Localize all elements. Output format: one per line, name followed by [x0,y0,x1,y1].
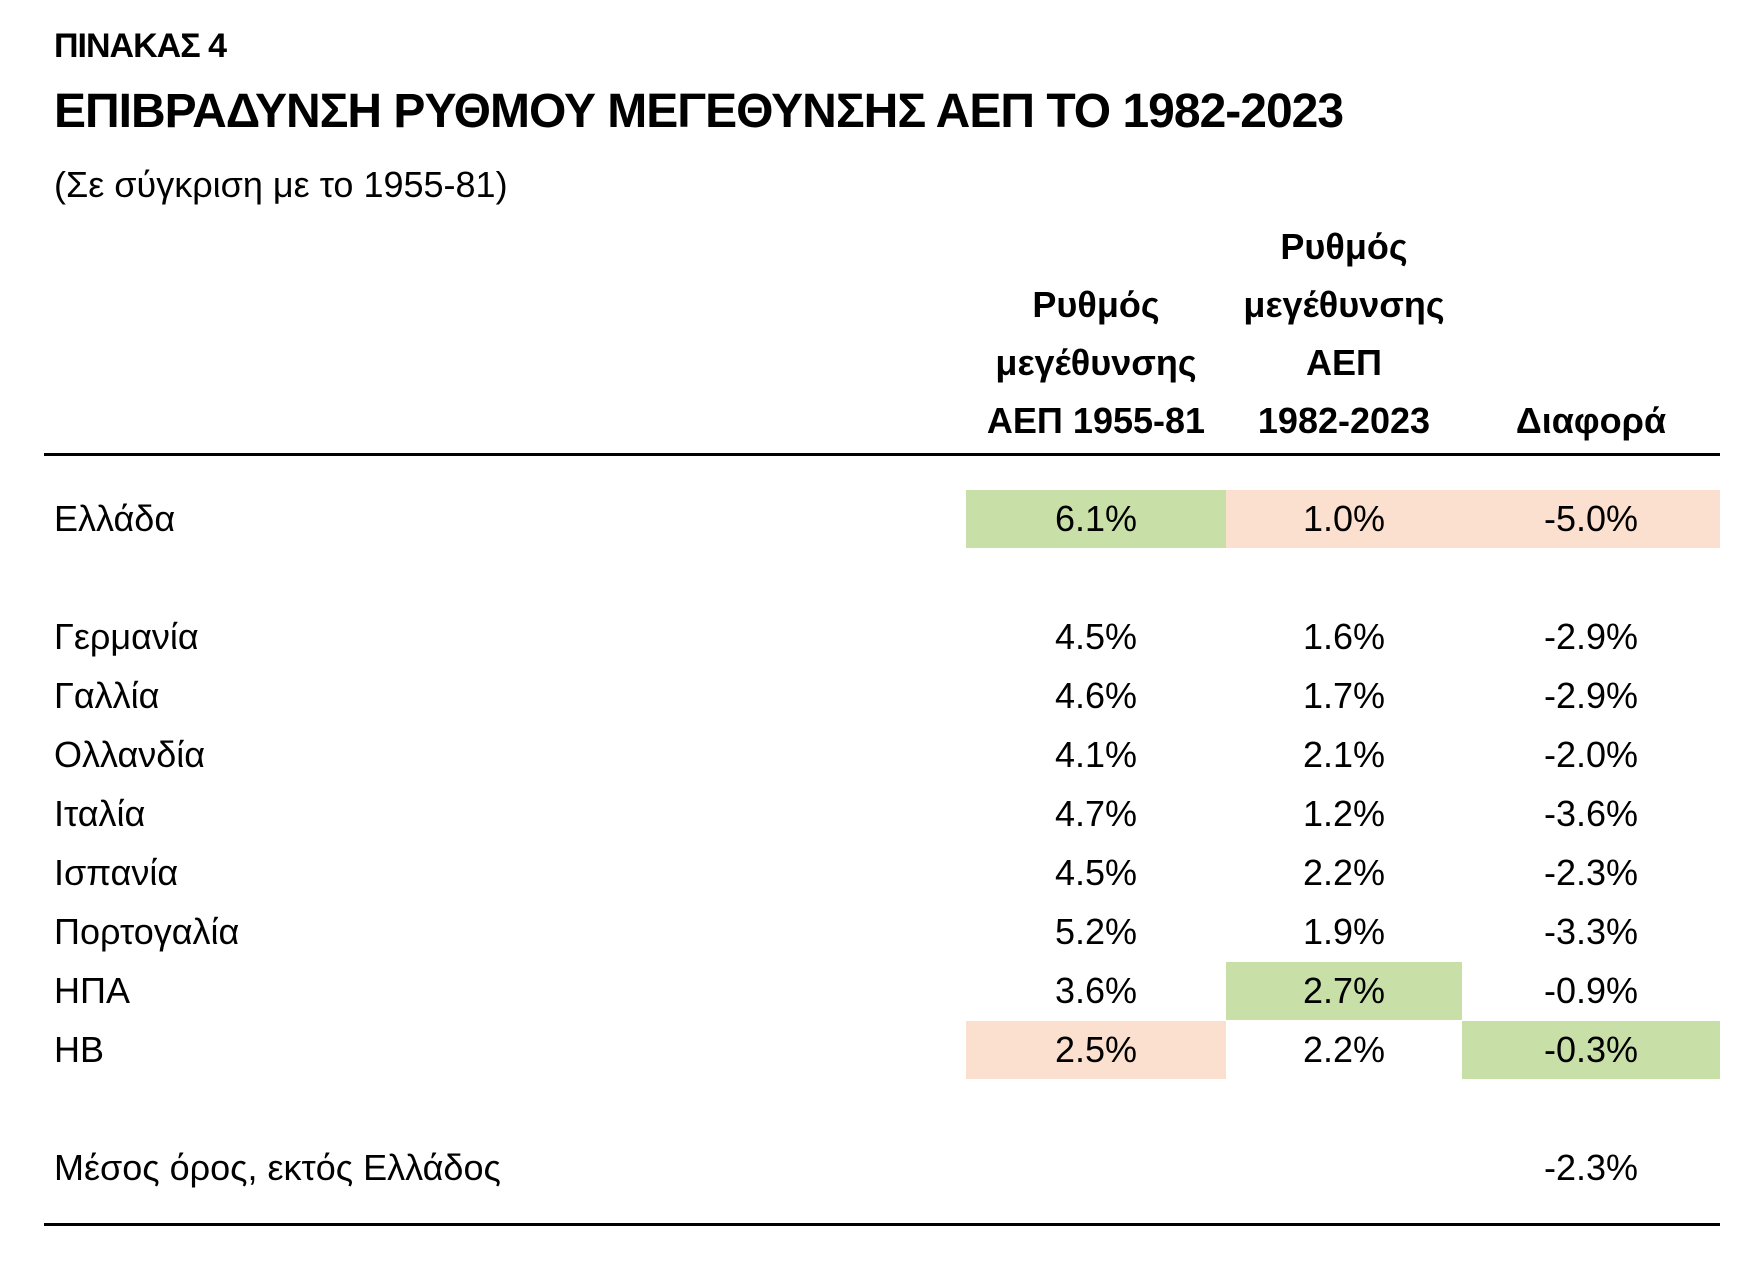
value-cell-1982-2023: 1.6% [1302,616,1386,657]
value-cell-1982-2023: 2.1% [1302,734,1386,775]
column-header-1982-2023 [1226,220,1462,450]
column-header-line: μεγέθυνσης [995,342,1197,383]
value-cell-1955-81: 4.6% [1054,675,1138,716]
value-cell-difference: -5.0% [1462,490,1720,548]
value-cell-1955-81: 5.2% [1054,911,1138,952]
bottom-rule [44,1223,1720,1226]
row-label: Μέσος όρος, εκτός Ελλάδος [54,1147,501,1188]
value-cell-1955-81: 4.1% [1054,734,1138,775]
column-header-line: ΑΕΠ 1955-81 [986,400,1206,441]
row-label: ΗΒ [54,1029,105,1070]
column-header-line: ΑΕΠ [1305,342,1382,383]
value-cell-1955-81: 4.5% [1054,616,1138,657]
value-cell-1955-81: 4.7% [1054,793,1138,834]
row-label: Ισπανία [54,852,179,893]
value-cell-1955-81: 3.6% [1054,970,1138,1011]
column-header-line: Ρυθμός [1280,226,1408,267]
table-subtitle: (Σε σύγκριση με το 1955-81) [54,164,508,205]
table-row-greece [0,490,1758,548]
column-header-difference [1462,392,1720,450]
column-header-line: 1982-2023 [1257,400,1431,441]
value-cell-1982-2023: 2.7% [1226,962,1462,1020]
row-label: ΗΠΑ [54,970,131,1011]
value-cell-1955-81: 4.5% [1054,852,1138,893]
value-cell-1955-81: 2.5% [966,1021,1226,1079]
column-header-line: Ρυθμός [1032,284,1160,325]
value-cell-1982-2023: 1.7% [1302,675,1386,716]
column-header-line: μεγέθυνσης [1243,284,1445,325]
table-row-france [0,667,1758,725]
row-label: Ελλάδα [54,498,176,539]
table-row-spain [0,844,1758,902]
value-cell-1982-2023: 1.0% [1226,490,1462,548]
value-cell-1982-2023: 2.2% [1302,1029,1386,1070]
value-cell-difference: -0.3% [1462,1021,1720,1079]
value-cell-difference: -2.0% [1543,734,1639,775]
table-row-italy [0,785,1758,843]
table-row-usa [0,962,1758,1020]
row-label: Πορτογαλία [54,911,240,952]
table-title: ΕΠΙΒΡΑΔΥΝΣΗ ΡΥΘΜΟΥ ΜΕΓΕΘΥΝΣΗΣ ΑΕΠ ΤΟ 1982-2023 [54,85,1344,138]
value-cell-1955-81: 6.1% [966,490,1226,548]
row-label: Ιταλία [54,793,146,834]
value-cell-1982-2023: 2.2% [1302,852,1386,893]
table-row-average [0,1139,1758,1197]
row-label: Γερμανία [54,616,199,657]
header-rule [44,453,1720,456]
value-cell-difference: -2.3% [1543,1147,1639,1188]
table-row-portugal [0,903,1758,961]
table-row-netherlands [0,726,1758,784]
value-cell-1982-2023: 1.9% [1302,911,1386,952]
table-row-germany [0,608,1758,666]
value-cell-difference: -3.3% [1543,911,1639,952]
value-cell-difference: -2.9% [1543,616,1639,657]
column-header-line: Διαφορά [1515,400,1667,441]
value-cell-difference: -3.6% [1543,793,1639,834]
table-number: ΠΙΝΑΚΑΣ 4 [54,27,226,65]
column-header-1955-81 [966,230,1226,450]
row-label: Ολλανδία [54,734,206,775]
value-cell-difference: -0.9% [1543,970,1639,1011]
value-cell-difference: -2.3% [1543,852,1639,893]
value-cell-1982-2023: 1.2% [1302,793,1386,834]
row-label: Γαλλία [54,675,160,716]
table-row-uk [0,1021,1758,1079]
value-cell-difference: -2.9% [1543,675,1639,716]
